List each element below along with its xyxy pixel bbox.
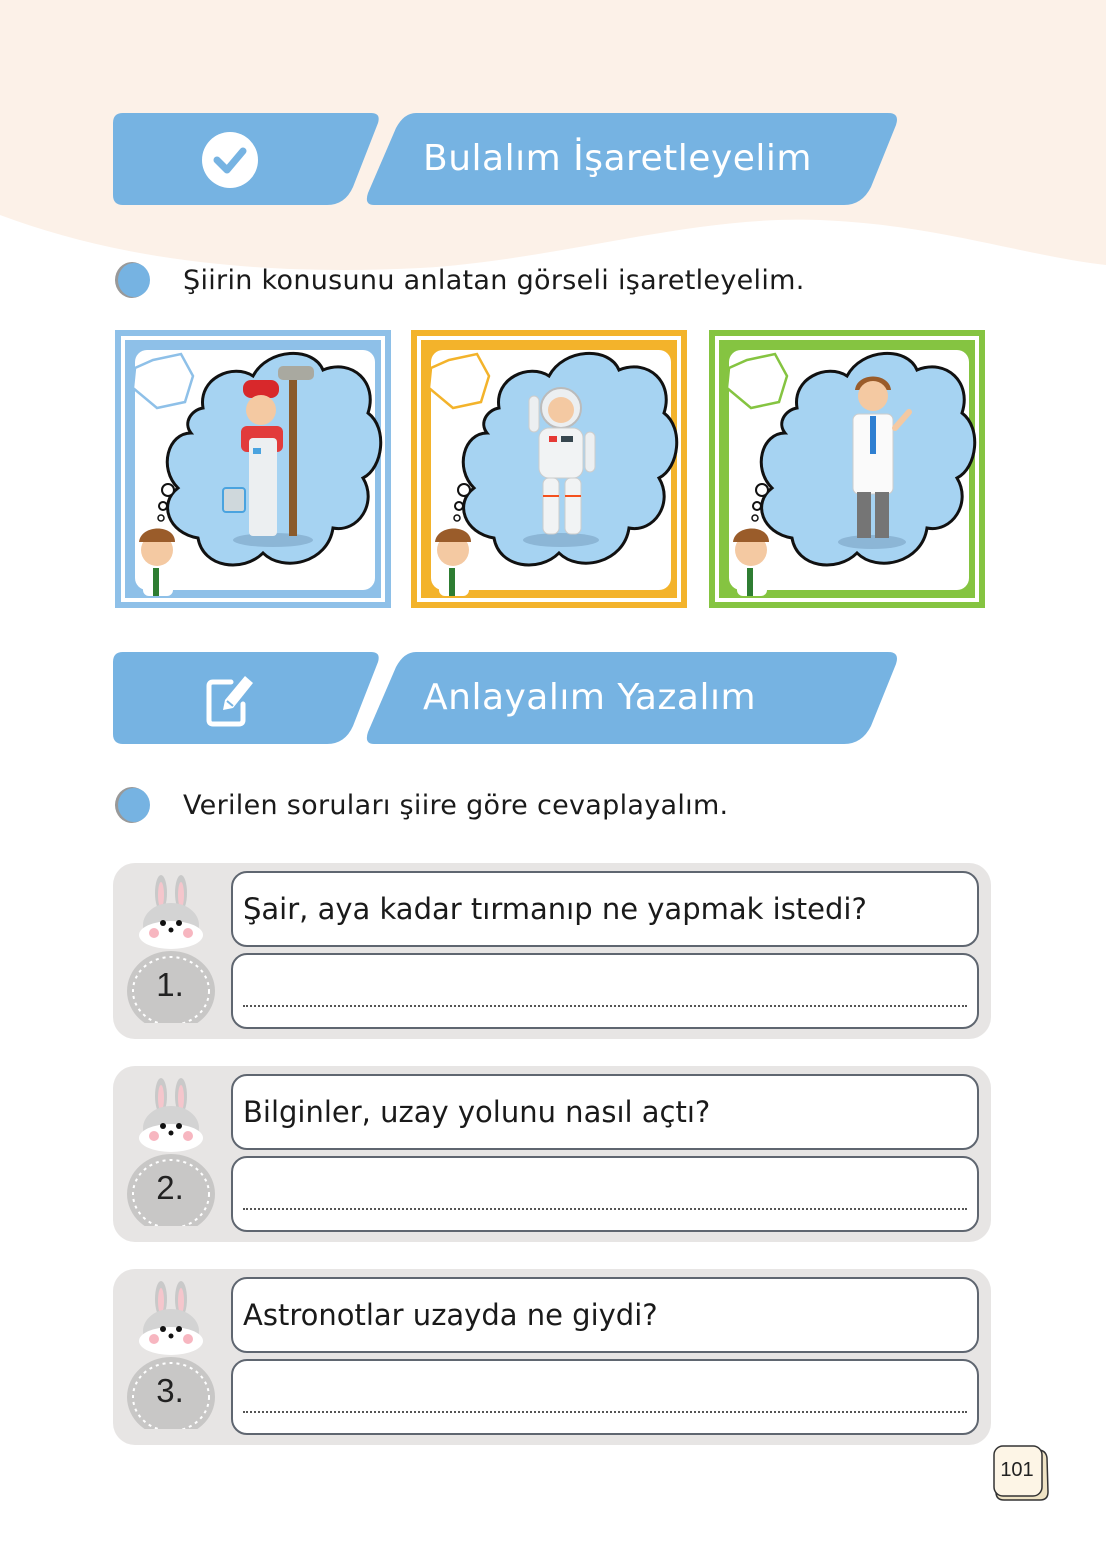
answer-dotted-line — [243, 1208, 967, 1210]
instruction-row-2 — [113, 783, 728, 827]
edit-note-icon — [201, 670, 259, 728]
answer-field-3[interactable] — [231, 1359, 979, 1435]
question-box — [231, 1074, 979, 1150]
question-number: 3. — [156, 1372, 184, 1409]
answer-field-1[interactable] — [231, 953, 979, 1029]
question-panel-2 — [113, 1066, 991, 1242]
question-panel-1 — [113, 863, 991, 1039]
question-panel-3 — [113, 1269, 991, 1445]
bullet-dot-icon — [113, 260, 151, 300]
question-text: Şair, aya kadar tırmanıp ne yapmak istedi? — [243, 892, 867, 926]
picture-card-doctor[interactable] — [707, 328, 989, 612]
bullet-dot-icon — [113, 785, 151, 825]
page-number-badge — [992, 1444, 1050, 1502]
question-number: 2. — [156, 1169, 184, 1206]
question-box — [231, 1277, 979, 1353]
page-number: 101 — [1000, 1459, 1034, 1481]
section-title: Bulalım İşaretleyelim — [423, 138, 812, 179]
question-text: Bilginler, uzay yolunu nasıl açtı? — [243, 1095, 711, 1129]
section-title: Anlayalım Yazalım — [423, 677, 757, 718]
card-frame — [113, 328, 395, 612]
check-circle-icon — [201, 131, 259, 189]
card-frame — [409, 328, 691, 612]
picture-card-astronaut[interactable] — [409, 328, 691, 612]
instruction-row-1 — [113, 258, 805, 302]
question-box — [231, 871, 979, 947]
answer-field-2[interactable] — [231, 1156, 979, 1232]
answer-dotted-line — [243, 1005, 967, 1007]
section-header-find-mark — [113, 113, 898, 205]
question-text: Astronotlar uzayda ne giydi? — [243, 1298, 658, 1332]
card-frame — [707, 328, 989, 612]
section-header-understand-write — [113, 652, 898, 744]
question-number: 1. — [156, 966, 184, 1003]
answer-dotted-line — [243, 1411, 967, 1413]
instruction-text: Şiirin konusunu anlatan görseli işaretleyelim. — [183, 264, 805, 296]
picture-cards — [113, 328, 989, 612]
picture-card-painter[interactable] — [113, 328, 395, 612]
instruction-text: Verilen soruları şiire göre cevaplayalım. — [183, 789, 729, 821]
